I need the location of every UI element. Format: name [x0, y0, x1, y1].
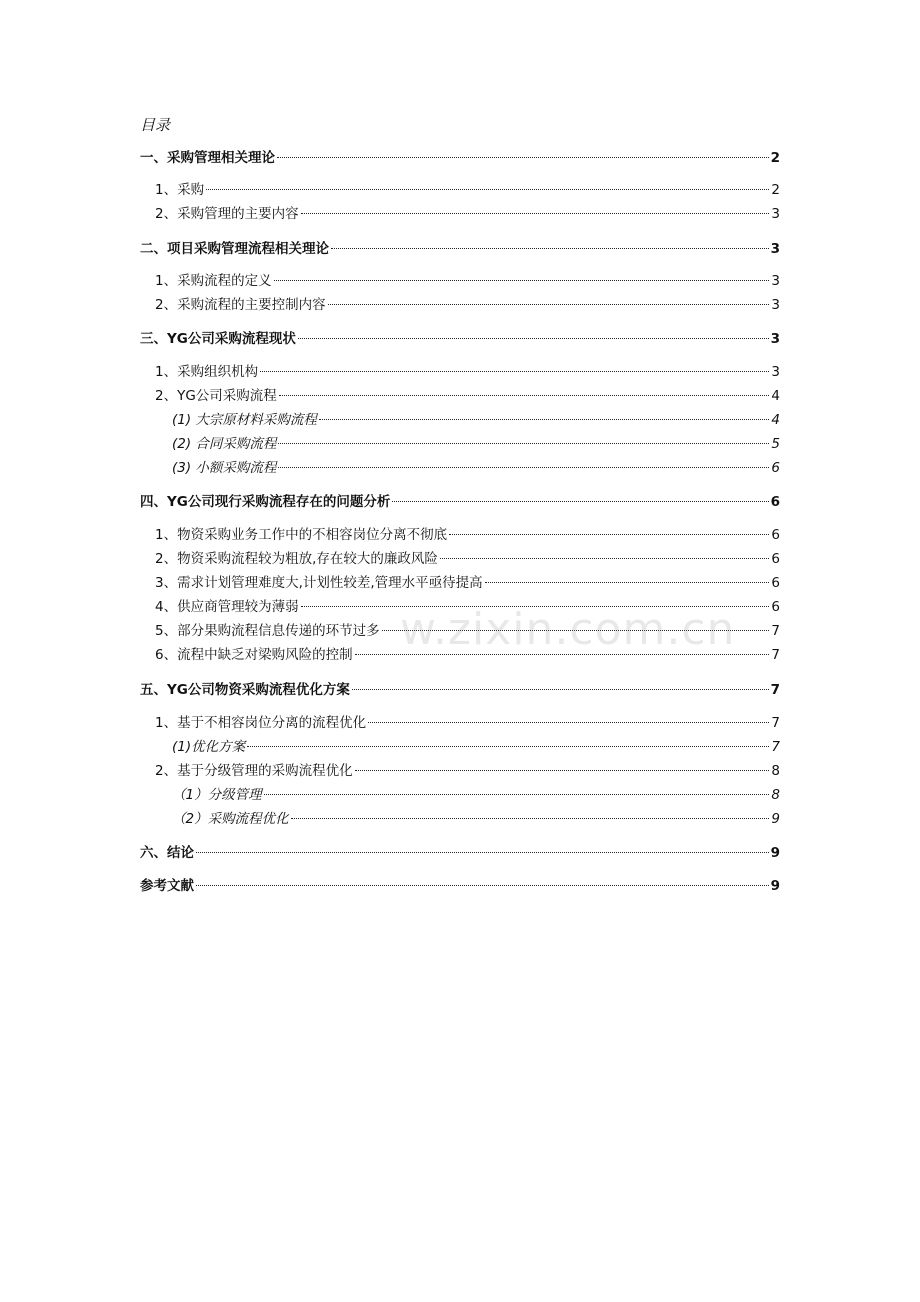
toc-entry-label: 1、采购流程的定义 [155, 273, 272, 289]
toc-entry[interactable] [140, 271, 780, 291]
toc-page-number: 3 [770, 241, 780, 257]
toc-entry-label: (3) 小额采购流程 [172, 460, 277, 476]
toc-entry-label: 4、供应商管理较为薄弱 [155, 599, 299, 615]
toc-entry-label: 二、项目采购管理流程相关理论 [140, 241, 329, 257]
toc-entry-label: （1）分级管理 [172, 787, 262, 803]
toc-entry[interactable] [140, 525, 780, 545]
toc-entry[interactable] [140, 410, 780, 430]
toc-page-number: 6 [771, 527, 780, 543]
toc-page-number: 2 [771, 182, 780, 198]
toc-entry-label: 参考文献 [140, 878, 194, 894]
dot-leader [196, 852, 769, 853]
toc-entry[interactable] [140, 180, 780, 200]
toc-entry-label: 1、物资采购业务工作中的不相容岗位分离不彻底 [155, 527, 448, 543]
toc-page-number: 9 [770, 878, 780, 894]
toc-page-number: 5 [771, 436, 780, 452]
toc-page-number: 7 [771, 715, 780, 731]
toc-page-number: 6 [771, 551, 780, 567]
toc-entry[interactable] [140, 362, 780, 382]
dot-leader [277, 157, 769, 158]
toc-page-number: 9 [770, 845, 780, 861]
toc-page-number: 3 [770, 331, 780, 347]
dot-leader [278, 467, 769, 468]
dot-leader [392, 501, 768, 502]
toc-page-number: 6 [770, 494, 780, 510]
toc-entry[interactable] [140, 549, 780, 569]
toc-entry-label: 3、需求计划管理难度大,计划性较差,管理水平亟待提高 [155, 575, 483, 591]
toc-entry-label: (2) 合同采购流程 [172, 436, 277, 452]
toc-page-number: 8 [771, 787, 780, 803]
toc-page-number: 7 [770, 682, 780, 698]
toc-entry-label: 一、采购管理相关理论 [140, 150, 275, 166]
dot-leader [298, 338, 769, 339]
toc-page-number: 3 [771, 206, 780, 222]
toc-entry-label: 三、YG公司采购流程现状 [140, 331, 296, 347]
toc-entry[interactable] [140, 621, 780, 641]
dot-leader [206, 189, 769, 190]
toc-entry[interactable] [140, 597, 780, 617]
toc-page-number: 4 [771, 388, 780, 404]
dot-leader [260, 371, 769, 372]
dot-leader [485, 582, 770, 583]
dot-leader [355, 770, 770, 771]
toc-page-number: 3 [771, 364, 780, 380]
toc-entry-label: 1、采购组织机构 [155, 364, 259, 380]
dot-leader [355, 654, 770, 655]
toc-entry-references[interactable] [140, 876, 780, 896]
dot-leader [382, 630, 770, 631]
toc-entry-chapter-2[interactable] [140, 239, 780, 259]
toc-page-number: 3 [771, 273, 780, 289]
toc-page-number: 6 [771, 460, 780, 476]
toc-entry[interactable] [140, 573, 780, 593]
toc-page-number: 7 [771, 647, 780, 663]
toc-entry-label: 6、流程中缺乏对梁购风险的控制 [155, 647, 353, 663]
dot-leader [247, 746, 769, 747]
toc-page-number: 3 [771, 297, 780, 313]
dot-leader [449, 534, 769, 535]
toc-entry[interactable] [140, 761, 780, 781]
toc-entry-label: 四、YG公司现行采购流程存在的问题分析 [140, 494, 391, 510]
toc-title: 目录 [140, 116, 171, 134]
toc-entry-label: 2、物资采购流程较为粗放,存在较大的廉政风险 [155, 551, 438, 567]
toc-entry-label: 5、部分果购流程信息传递的环节过多 [155, 623, 380, 639]
dot-leader [274, 280, 770, 281]
dot-leader [331, 248, 769, 249]
toc-page-number: 8 [771, 763, 780, 779]
toc-entry-label: 2、采购管理的主要内容 [155, 206, 299, 222]
toc-entry-label: 五、YG公司物资采购流程优化方案 [140, 682, 350, 698]
toc-entry[interactable] [140, 434, 780, 454]
toc-entry-label: 1、采购 [155, 182, 205, 198]
dot-leader [301, 213, 770, 214]
toc-page-number: 6 [771, 575, 780, 591]
toc-entry[interactable] [140, 737, 780, 757]
toc-page-number: 9 [771, 811, 780, 827]
toc-entry-chapter-4[interactable] [140, 492, 780, 512]
toc-page-number: 2 [770, 150, 780, 166]
dot-leader [196, 885, 769, 886]
dot-leader [278, 443, 769, 444]
toc-entry-chapter-5[interactable] [140, 680, 780, 700]
dot-leader [368, 722, 769, 723]
dot-leader [328, 304, 770, 305]
toc-entry[interactable] [140, 295, 780, 315]
dot-leader [279, 395, 770, 396]
toc-page-number: 7 [771, 623, 780, 639]
toc-entry[interactable] [140, 204, 780, 224]
toc-entry[interactable] [140, 785, 780, 805]
toc-entry-chapter-3[interactable] [140, 329, 780, 349]
toc-entry-chapter-1[interactable] [140, 148, 780, 168]
toc-entry-label: 六、结论 [140, 845, 194, 861]
toc-entry-label: 2、基于分级管理的采购流程优化 [155, 763, 353, 779]
toc-entry-label: (1) 大宗原材料采购流程 [172, 412, 317, 428]
watermark: w.zixin.com.cn [400, 604, 736, 655]
toc-entry-label: （2）采购流程优化 [172, 811, 289, 827]
toc-page-number: 6 [771, 599, 780, 615]
dot-leader [319, 419, 769, 420]
dot-leader [291, 818, 770, 819]
toc-entry[interactable] [140, 713, 780, 733]
toc-entry[interactable] [140, 809, 780, 829]
dot-leader [352, 689, 769, 690]
toc-entry-chapter-6[interactable] [140, 843, 780, 863]
toc-page-number: 4 [771, 412, 780, 428]
dot-leader [301, 606, 770, 607]
toc-entry-label: 2、YG公司采购流程 [155, 388, 277, 404]
dot-leader [440, 558, 770, 559]
toc-entry[interactable] [140, 645, 780, 665]
toc-entry[interactable] [140, 386, 780, 406]
toc-page-number: 7 [771, 739, 780, 755]
toc-entry-label: (1)优化方案 [172, 739, 246, 755]
toc-entry-label: 1、基于不相容岗位分离的流程优化 [155, 715, 367, 731]
toc-entry-label: 2、采购流程的主要控制内容 [155, 297, 326, 313]
dot-leader [264, 794, 770, 795]
toc-entry[interactable] [140, 458, 780, 478]
